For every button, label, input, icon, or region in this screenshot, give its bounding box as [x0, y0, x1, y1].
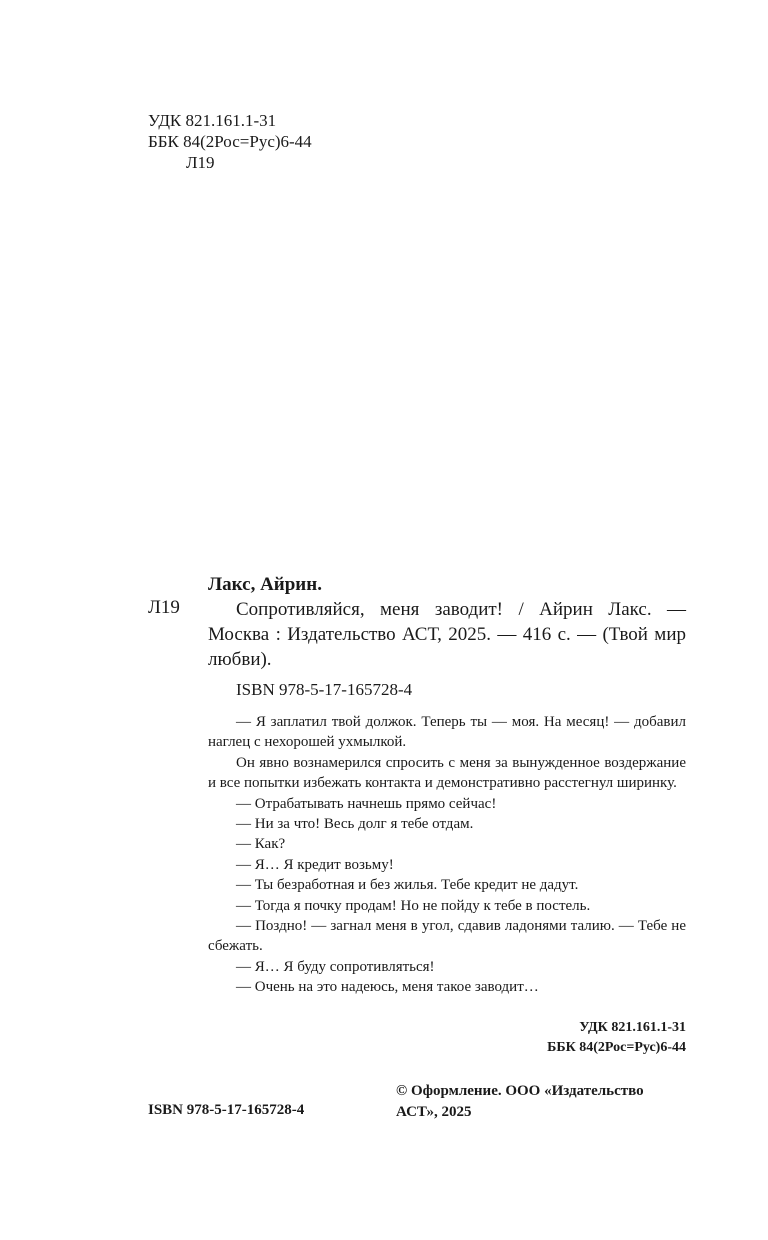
- annotation-paragraph: — Я… Я буду сопротивляться!: [236, 958, 435, 975]
- annotation-paragraph: — Тогда я почку продам! Но не пойду к тебе в постель.: [236, 897, 591, 914]
- footer-udk: УДК 821.161.1-31: [579, 1020, 686, 1035]
- udk-code: УДК 821.161.1-31: [148, 111, 277, 130]
- catalog-code: Л19: [148, 597, 180, 618]
- annotation-paragraph: — Ни за что! Весь долг я тебе отдам.: [236, 816, 474, 833]
- footer-codes: [520, 1018, 686, 1058]
- annotation-paragraph: — Ты безработная и без жилья. Тебе кредит не дадут.: [236, 877, 579, 894]
- isbn-line: ISBN 978-5-17-165728-4: [236, 680, 413, 699]
- annotation-paragraph: — Отрабатывать начнешь прямо сейчас!: [236, 795, 497, 812]
- annotation-paragraph: — Я… Я кредит возьму!: [236, 856, 394, 873]
- annotation-paragraph: — Очень на это надеюсь, меня такое заводит…: [236, 979, 539, 996]
- author-mark: Л19: [186, 153, 215, 172]
- author-heading: Лакс, Айрин.: [208, 574, 322, 595]
- footer-isbn: ISBN 978-5-17-165728-4: [148, 1102, 305, 1118]
- bibliographic-description: [208, 597, 686, 672]
- classification-block: [148, 110, 312, 173]
- annotation-paragraph: — Поздно! — загнал меня в угол, сдавив ладонями талию. — Тебе не сбежать.: [208, 918, 686, 955]
- footer-bbk: ББК 84(2Рос=Рус)6-44: [547, 1040, 686, 1055]
- copyright: © Оформление. ООО «Издательство АСТ», 2025: [396, 1083, 644, 1120]
- bbk-code: ББК 84(2Рос=Рус)6-44: [148, 132, 312, 151]
- annotation-paragraph: Он явно вознамерился спросить с меня за вынужденное воздержание и все попытки избежать контакта и демонстративно расстегнул ширинку.: [208, 754, 686, 792]
- annotation-paragraph: — Как?: [236, 836, 286, 853]
- description-text: Сопротивляйся, меня заводит! / Айрин Лакс. — Москва : Издательство АСТ, 2025. — 416 с. — (Твой мир любви).: [208, 599, 686, 670]
- annotation: [208, 712, 686, 998]
- annotation-paragraph: — Я заплатил твой должок. Теперь ты — моя. На месяц! — добавил наглец с нехорошей ухмылкой.: [208, 714, 686, 751]
